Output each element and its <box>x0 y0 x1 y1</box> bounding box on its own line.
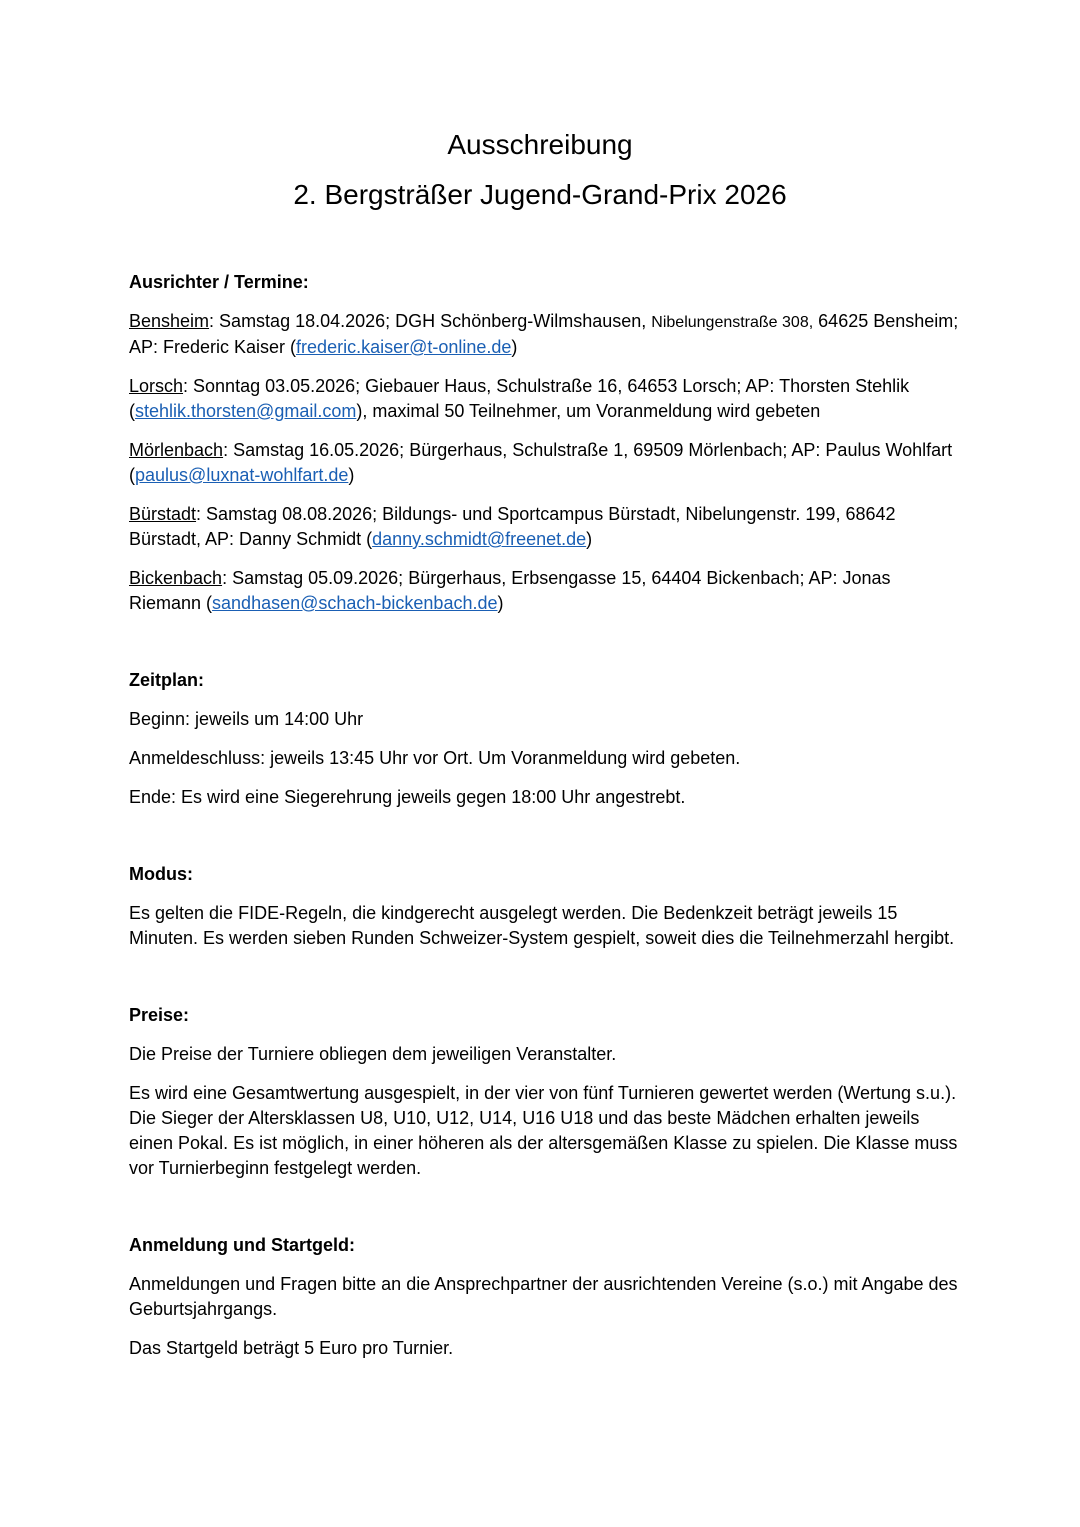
email-link[interactable]: stehlik.thorsten@gmail.com <box>135 401 357 421</box>
zeitplan-line-anmeldeschluss: Anmeldeschluss: jeweils 13:45 Uhr vor Ort. Um Voranmeldung wird gebeten. <box>129 748 741 768</box>
email-link[interactable]: paulus@luxnat-wohlfart.de <box>135 465 349 485</box>
venue-entry-bickenbach <box>129 566 959 616</box>
section-heading-ausrichter: Ausrichter / Termine: <box>129 272 309 292</box>
section-heading-modus: Modus: <box>129 864 193 884</box>
section-heading-anmeldung: Anmeldung und Startgeld: <box>129 1235 355 1255</box>
venue-details: : Samstag 16.05.2026; Bürgerhaus, Schulstraße 1, 69509 Mörlenbach; AP: Paulus Wohlfart ( <box>129 440 953 485</box>
venue-town: Lorsch <box>129 376 184 396</box>
section-heading-zeitplan: Zeitplan: <box>129 670 204 690</box>
email-link[interactable]: frederic.kaiser@t-online.de <box>296 337 512 357</box>
venue-town: Bürstadt <box>129 504 197 524</box>
anmeldung-paragraph-1: Anmeldungen und Fragen bitte an die Ansprechpartner der ausrichtenden Vereine (s.o.) mit Angabe des Geburtsjahrgangs. <box>129 1274 958 1319</box>
venue-details: : Samstag 05.09.2026; Bürgerhaus, Erbsengasse 15, 64404 Bickenbach; AP: Jonas Riemann ( <box>129 568 891 613</box>
venue-details-end: ) <box>586 529 593 549</box>
document-title: Ausschreibung <box>447 129 633 160</box>
preise-paragraph-1: Die Preise der Turniere obliegen dem jeweiligen Veranstalter. <box>129 1044 617 1064</box>
zeitplan-line-beginn: Beginn: jeweils um 14:00 Uhr <box>129 709 364 729</box>
venue-details-cont: 64625 Bensheim; AP: Frederic Kaiser ( <box>129 311 959 357</box>
preise-paragraph-2: Es wird eine Gesamtwertung ausgespielt, in der vier von fünf Turnieren gewertet werden (Wertung s.u.). Die Sieger der Altersklassen U8, U10, U12, U14, U16 U18 und das beste Mädchen erhalten jeweils einen Pokal. Es ist möglich, in einer höheren als der altersgemäßen Klasse zu spielen. Die Klasse muss vor Turnierbeginn festgelegt werden. <box>129 1083 958 1178</box>
venue-details: : Samstag 08.08.2026; Bildungs- und Sportcampus Bürstadt, Nibelungenstr. 199, 68642 Bürstadt, AP: Danny Schmidt ( <box>129 504 896 549</box>
venue-entry-bensheim <box>129 309 959 360</box>
venue-town: Bensheim <box>129 311 210 331</box>
venue-details-end: ), maximal 50 Teilnehmer, um Voranmeldung wird gebeten <box>356 401 821 421</box>
section-heading-preise: Preise: <box>129 1005 190 1025</box>
anmeldung-paragraph-2: Das Startgeld beträgt 5 Euro pro Turnier. <box>129 1338 454 1358</box>
venue-town: Mörlenbach <box>129 440 224 460</box>
email-link[interactable]: sandhasen@schach-bickenbach.de <box>212 593 498 613</box>
venue-details: : Samstag 18.04.2026; DGH Schönberg-Wilmshausen, <box>209 311 652 331</box>
venue-details-end: ) <box>511 337 518 357</box>
venue-town: Bickenbach <box>129 568 223 588</box>
venue-details: : Sonntag 03.05.2026; Giebauer Haus, Schulstraße 16, 64653 Lorsch; AP: Thorsten Stehlik ( <box>129 376 910 421</box>
zeitplan-line-ende: Ende: Es wird eine Siegerehrung jeweils gegen 18:00 Uhr angestrebt. <box>129 787 686 807</box>
modus-text: Es gelten die FIDE-Regeln, die kindgerecht ausgelegt werden. Die Bedenkzeit beträgt jeweils 15 Minuten. Es werden sieben Runden Schweizer-System gespielt, soweit dies die Teilnehmerzahl hergibt. <box>129 903 955 948</box>
email-link[interactable]: danny.schmidt@freenet.de <box>372 529 587 549</box>
venue-details-small: Nibelungenstraße 308, <box>651 314 814 331</box>
document-body <box>129 270 959 1375</box>
venue-entry-lorsch <box>129 374 959 424</box>
venue-entry-buerstadt <box>129 502 959 552</box>
venue-details-end: ) <box>497 593 504 613</box>
document-subtitle: 2. Bergsträßer Jugend-Grand-Prix 2026 <box>293 179 787 210</box>
venue-details-end: ) <box>348 465 355 485</box>
venue-entry-moerlenbach <box>129 438 959 488</box>
